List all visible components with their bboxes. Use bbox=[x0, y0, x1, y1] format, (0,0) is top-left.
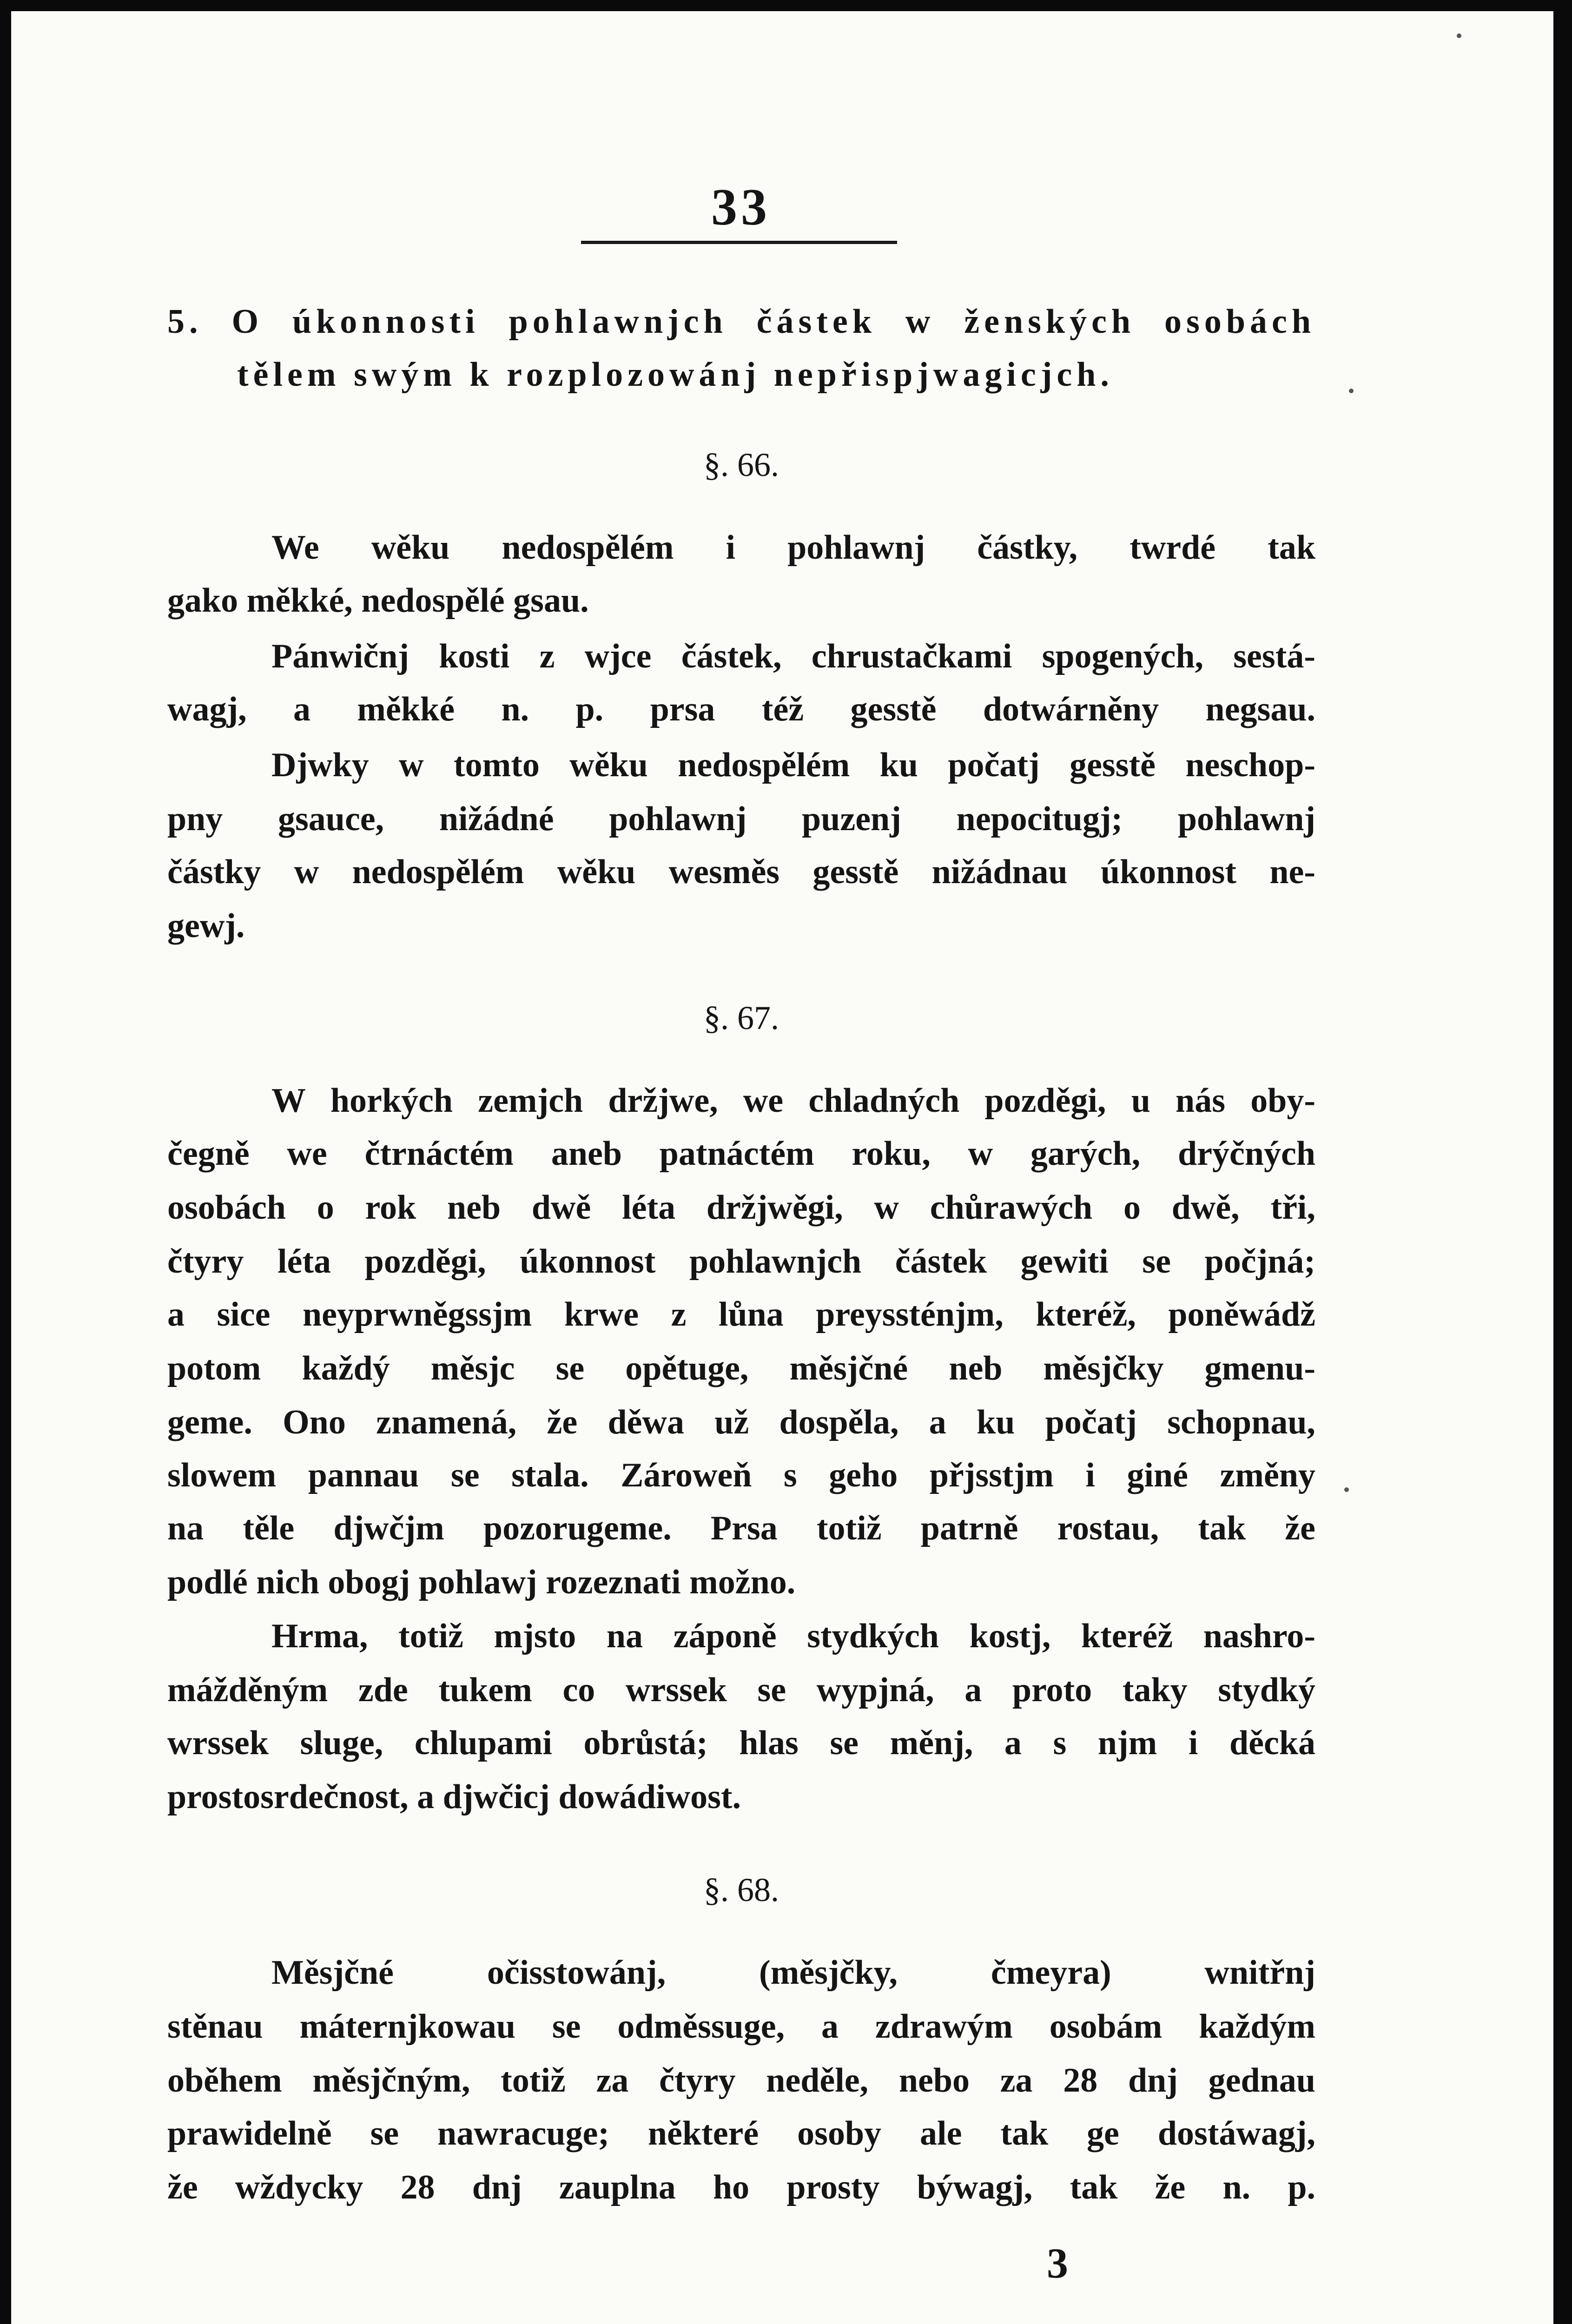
paragraph-line: stěnau máternjkowau se odměssuge, a zdrawým osobám každým bbox=[167, 2007, 1315, 2046]
paragraph-line: Hrma, totiž mjsto na záponě stydkých kostj, kteréž nashro- bbox=[271, 1617, 1315, 1655]
paragraph-line: čtyry léta pozděgi, úkonnost pohlawnjch částek gewiti se počjná; bbox=[167, 1242, 1315, 1281]
paragraph-line: na těle djwčjm pozorugeme. Prsa totiž patrně rostau, tak že bbox=[167, 1509, 1315, 1547]
section-heading-68: §. 68. bbox=[704, 1871, 779, 1908]
paragraph-line: prawidelně se nawracuge; některé osoby ale tak ge dostáwagj, bbox=[167, 2114, 1315, 2152]
book-page bbox=[11, 11, 1553, 2324]
section-heading-66: §. 66. bbox=[704, 446, 779, 483]
paragraph-line: osobách o rok neb dwě léta držjwěgi, w chůrawých o dwě, tři, bbox=[167, 1188, 1315, 1227]
paragraph-line: podlé nich obogj pohlawj rozeznati možno. bbox=[167, 1563, 796, 1601]
paragraph-line: čegně we čtrnáctém aneb patnáctém roku, w garých, drýčných bbox=[167, 1135, 1315, 1173]
paragraph-line: prostosrdečnost, a djwčicj dowádiwost. bbox=[167, 1778, 741, 1816]
paragraph-line: Pánwičnj kosti z wjce částek, chrustačkami spogených, sestá- bbox=[271, 637, 1315, 675]
paragraph-line: W horkých zemjch držjwe, we chladných pozděgi, u nás oby- bbox=[271, 1082, 1315, 1120]
paragraph-line: gewj. bbox=[167, 907, 245, 945]
paragraph-line: wrssek sluge, chlupami obrůstá; hlas se měnj, a s njm i děcká bbox=[167, 1724, 1315, 1762]
paragraph-line: wagj, a měkké n. p. prsa též gesstě dotwárněny negsau. bbox=[167, 690, 1315, 728]
paragraph-line: že wždycky 28 dnj zauplna ho prosty býwagj, tak že n. p. bbox=[167, 2168, 1315, 2206]
page-number: 33 bbox=[711, 178, 771, 236]
heading-line-1: 5. O úkonnosti pohlawnjch částek w ženských osobách bbox=[167, 303, 1315, 341]
paragraph-line: Djwky w tomto wěku nedospělém ku počatj gesstě neschop- bbox=[271, 746, 1315, 784]
signature-mark: 3 bbox=[1047, 2239, 1068, 2287]
paragraph-line: gako měkké, nedospělé gsau. bbox=[167, 581, 589, 620]
paragraph-line: potom každý měsjc se opětuge, měsjčné neb měsjčky gmenu- bbox=[167, 1349, 1315, 1387]
heading-line-2: tělem swým k rozplozowánj nepřispjwagicjch. bbox=[237, 356, 1114, 394]
paper-speck bbox=[1344, 1487, 1349, 1492]
section-heading-67: §. 67. bbox=[704, 999, 779, 1037]
paragraph-line: a sice neyprwněgssjm krwe z lůna preyssténjm, kteréž, poněwádž bbox=[167, 1295, 1315, 1334]
paragraph-line: geme. Ono znamená, že děwa už dospěla, a ku počatj schopnau, bbox=[167, 1403, 1315, 1441]
paragraph-line: pny gsauce, nižádné pohlawnj puzenj nepocitugj; pohlawnj bbox=[167, 800, 1315, 838]
paper-speck bbox=[1349, 389, 1354, 393]
paragraph-line: částky w nedospělém wěku wesměs gesstě nižádnau úkonnost ne- bbox=[167, 853, 1315, 891]
paragraph-line: slowem pannau se stala. Zároweň s geho přjsstjm i giné změny bbox=[167, 1456, 1315, 1494]
header-rule bbox=[581, 241, 897, 244]
paragraph-line: mážděným zde tukem co wrssek se wypjná, a proto taky stydký bbox=[167, 1671, 1315, 1709]
paragraph-line: We wěku nedospělém i pohlawnj částky, twrdé tak bbox=[271, 528, 1315, 567]
paragraph-line: Měsjčné očisstowánj, (měsjčky, čmeyra) wnitřnj bbox=[271, 1954, 1315, 1992]
paper-speck bbox=[1457, 33, 1461, 38]
paragraph-line: oběhem měsjčným, totiž za čtyry neděle, nebo za 28 dnj gednau bbox=[167, 2061, 1315, 2100]
